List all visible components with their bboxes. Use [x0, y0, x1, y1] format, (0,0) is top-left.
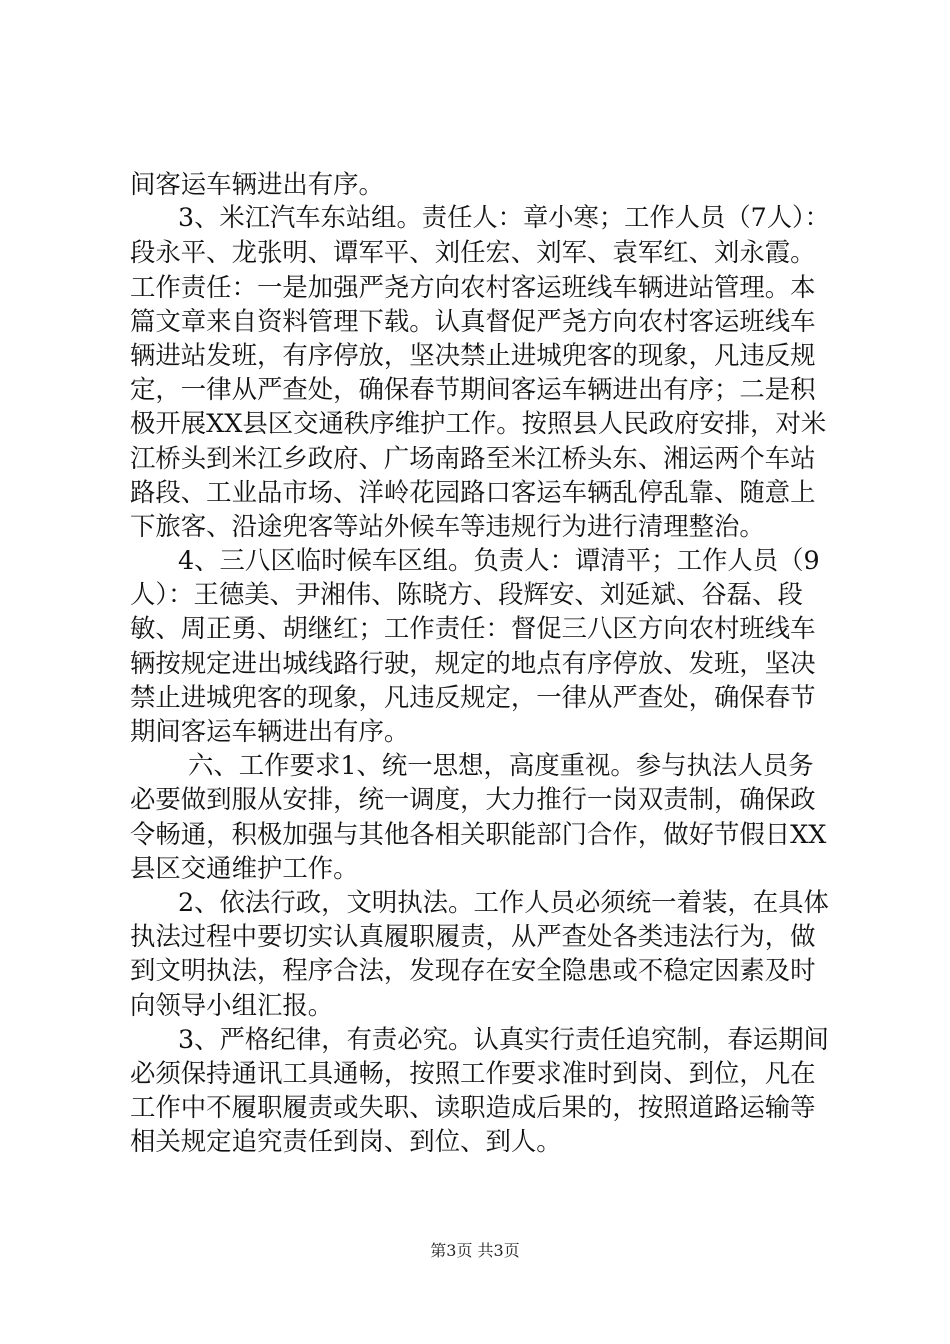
text-line: 人）：王德美、尹湘伟、陈晓方、段辉安、刘延斌、谷磊、段 [130, 579, 803, 610]
paragraph-sanba-district [130, 543, 830, 748]
page-number-footer: 第3页 共3页 [430, 1241, 520, 1260]
text-line: 3、米江汽车东站组。责任人：章小寒；工作人员（7人）： [178, 203, 830, 233]
text-line: 禁止进城兜客的现象，凡违反规定，一律从严查处，确保春节 [130, 681, 816, 712]
text-line: 县区交通维护工作。 [130, 852, 359, 883]
text-line: 定，一律从严查处，确保春节期间客运车辆进出有序；二是积 [130, 374, 816, 405]
text-line: 辆进站发班，有序停放，坚决禁止进城兜客的现象，凡违反规 [130, 339, 816, 370]
text-line: 2、依法行政，文明执法。工作人员必须统一着装，在具体 [178, 886, 829, 917]
paragraph-lawful-administration [130, 885, 830, 1022]
paragraph-strict-discipline [130, 1022, 830, 1159]
text-line: 4、三八区临时候车区组。负责人：谭清平；工作人员（9 [178, 545, 820, 576]
paragraph-work-requirements [130, 748, 830, 885]
document-body [130, 167, 830, 1158]
paragraph-continuation [130, 167, 830, 201]
text-line: 间客运车辆进出有序。 [130, 169, 384, 199]
text-line: 六、工作要求1、统一思想，高度重视。参与执法人员务 [188, 750, 814, 781]
text-line: 江桥头到米江乡政府、广场南路至米江桥头东、湘运两个车站 [130, 442, 816, 473]
text-line: 3、严格纪律，有责必究。认真实行责任追究制，春运期间 [178, 1023, 829, 1054]
text-line: 极开展XX县区交通秩序维护工作。按照县人民政府安排，对米 [130, 408, 827, 439]
text-line: 辆按规定进出城线路行驶，规定的地点有序停放、发班，坚决 [130, 647, 816, 678]
text-line: 篇文章来自资料管理下载。认真督促严尧方向农村客运班线车 [130, 305, 816, 336]
text-line: 执法过程中要切实认真履职履责，从严查处各类违法行为，做 [130, 921, 816, 952]
text-line: 令畅通，积极加强与其他各相关职能部门合作，做好节假日XX [130, 818, 827, 849]
text-line: 必要做到服从安排，统一调度，大力推行一岗双责制，确保政 [130, 784, 816, 815]
text-line: 期间客运车辆进出有序。 [130, 716, 410, 746]
text-line: 到文明执法，程序合法，发现存在安全隐患或不稳定因素及时 [130, 955, 816, 986]
text-line: 工作中不履职履责或失职、读职造成后果的，按照道路运输等 [130, 1092, 816, 1123]
text-line: 路段、工业品市场、洋岭花园路口客运车辆乱停乱靠、随意上 [130, 476, 816, 507]
text-line: 敏、周正勇、胡继红；工作责任：督促三八区方向农村班线车 [130, 613, 816, 644]
text-line: 必须保持通讯工具通畅，按照工作要求准时到岗、到位，凡在 [130, 1057, 816, 1088]
text-line: 工作责任：一是加强严尧方向农村客运班线车辆进站管理。本 [130, 271, 816, 302]
paragraph-mijiang-east-station [130, 201, 830, 543]
text-line: 下旅客、沿途兜客等站外候车等违规行为进行清理整治。 [130, 510, 765, 541]
text-line: 相关规定追究责任到岗、到位、到人。 [130, 1126, 562, 1157]
text-line: 段永平、龙张明、谭军平、刘任宏、刘军、袁军红、刘永霞。 [130, 237, 816, 268]
text-line: 向领导小组汇报。 [130, 989, 334, 1020]
